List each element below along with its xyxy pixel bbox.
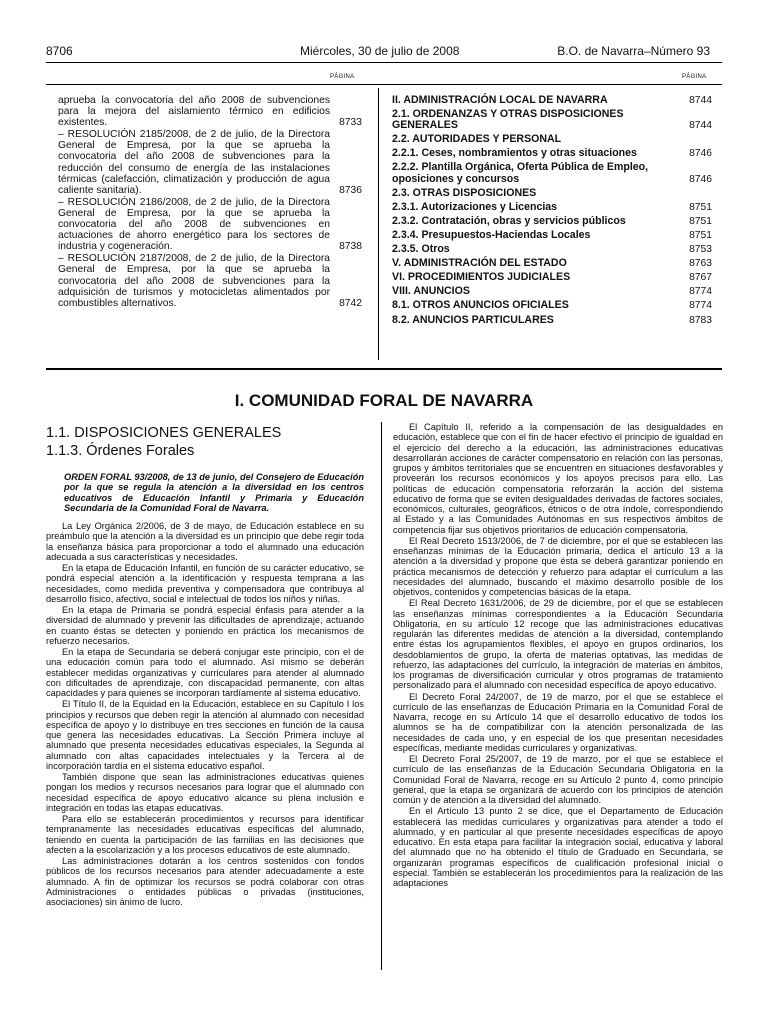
toc-entry[interactable]: VI. PROCEDIMIENTOS JUDICIALES 8767 [392,271,712,284]
paragraph: La Ley Orgánica 2/2006, de 3 de mayo, de Educación establece en su preámbulo que la atención a la diversidad es un principio que debe regir toda la enseñanza básica para proporcionar a todo el alumnado una educación adecuada a sus características y necesidades. [46,521,364,562]
paragraph: En la etapa de Secundaria se deberá conjugar este principio, con el de una educación común para todo el alumnado. Así mismo se deberán establecer medidas organizativas y curriculares para atender al alumnado con dificultades de aprendizaje, con discapacidad permanente, con altas capacidades y para quienes se incorporan tardíamente al sistema educativo. [46,647,364,698]
toc-entry[interactable]: 2.2.1. Ceses, nombramientos y otras situaciones 8746 [392,147,712,160]
article-right-column [393,422,723,889]
toc-entry[interactable]: VIII. ANUNCIOS 8774 [392,285,712,298]
article-title: ORDEN FORAL 93/2008, de 13 de junio, del Consejero de Educación por la que se regula la atención a la diversidad en los centros educativos de Educación Infantil y Primaria y Educación Secundaria de la Comunidad Foral de Navarra. [64,472,364,513]
paragraph: Las administraciones dotarán a los centros sostenidos con fondos públicos de los recursos necesarios para atender adecuadamente a este alumnado. A fin de optimizar los recursos se podrá colaborar con otras Administraciones o entidades públicas o privadas (instituciones, asociaciones) sin ánimo de lucro. [46,856,364,907]
paragraph: También dispone que sean las administraciones educativas quienes pongan los medios y recursos necesarios para lograr que el alumnado con necesidad específica de apoyo educativo alcance su plena inclusión e integración en todas las etapas educativas. [46,772,364,813]
toc-page-label-left: PÁGINA [330,74,355,80]
paragraph: En la etapa de Educación Infantil, en función de su carácter educativo, se pondrá especial atención a la identificación y respuesta temprana a las necesidades, como medida preventiva y compensadora que contribuya al desarrollo físico, afectivo, social e intelectual de todos los niños y niñas. [46,563,364,604]
toc-entry: 2.2. AUTORIDADES Y PERSONAL [392,133,562,146]
toc-entry[interactable]: 2.2.2. Plantilla Orgánica, Oferta Pública de Empleo, oposiciones y concursos 8746 [392,161,712,185]
toc-column-divider [378,88,379,360]
toc-page-label-right: PÁGINA [682,74,707,80]
publication-name: B.O. de Navarra–Número 93 [557,44,710,58]
paragraph: El Decreto Foral 24/2007, de 19 de marzo, por el que se establece el currículo de las enseñanzas de Educación Primaria en la Comunidad Foral de Navarra, recoge en su Artículo 14 que el desarrollo educativo de todos los alumnos se ha de compatibilizar con la atención personalizada de las necesidades de cada uno, y en especial de los que presentan necesidades específicas, mediante medidas curriculares y organizativas. [393,691,723,753]
toc-entry[interactable]: V. ADMINISTRACIÓN DEL ESTADO 8763 [392,257,712,270]
paragraph: En la etapa de Primaria se pondrá especial énfasis para atender a la diversidad de alumnado y prevenir las dificultades de aprendizaje, actuando en cuanto éstas se detecten y poniendo en práctica los mecanismos de refuerzo necesarios. [46,605,364,646]
toc-entry[interactable]: 2.3.2. Contratación, obras y servicios públicos 8751 [392,214,712,227]
toc-entry[interactable]: 8.1. OTROS ANUNCIOS OFICIALES 8774 [392,299,712,312]
toc-top-rule [46,84,722,85]
subsection-title: 1.1. DISPOSICIONES GENERALES [46,425,282,441]
paragraph: El Real Decreto 1513/2006, de 7 de diciembre, por el que se establecen las enseñanzas mínimas de la Educación primaria, dedica el artículo 13 a la atención a la diversidad y propone que ésta se deberá garantizar poniendo en práctica mecanismos de detección y refuerzo para adaptar el currículum a las necesidades del alumnado, buscando el máximo desarrollo posible de los objetivos, contenidos y competencias básicas de la etapa. [393,535,723,597]
paragraph: Para ello se establecerán procedimientos y recursos para identificar tempranamente las necesidades educativas específicas del alumnado, teniendo en cuenta la participación de las familias en las decisiones que afecten a la escolarización y a los procesos educativos de este alumnado. [46,814,364,855]
paragraph: En el Artículo 13 punto 2 se dice, que el Departamento de Educación establecerá las medidas curriculares y organizativas para atender a todo el alumnado, y en particular al que presente necesidades específicas de apoyo educativo. En esta etapa para facilitar la integración social, educativa y laboral del alumnado que no ha obtenido el título de Graduado en Secundaria, se organizarán programas específicos de cualificación profesional inicial o especial. También se establecerán los procedimientos para la realización de las adaptaciones [393,806,723,888]
paragraph: El Real Decreto 1631/2006, de 29 de diciembre, por el que se establecen las enseñanzas mínimas correspondientes a la Educación Secundaria Obligatoria, en su artículo 12 recoge que las administraciones educativas regularán las diferentes medidas de atención a la diversidad, contemplando entre éstas los agrupamientos flexibles, el apoyo en grupos ordinarios, los desdoblamientos de grupo, la oferta de materias optativas, las medidas de refuerzo, las adaptaciones del currículo, la integración de materias en ámbitos, los programas de diversificación curricular y otros programas de tratamiento personalizado para el alumnado con necesidad específica de apoyo educativo. [393,598,723,691]
toc-entry[interactable]: – RESOLUCIÓN 2186/2008, de 2 de julio, de la Directora General de Empresa, por la que se aprueba la convocatoria del año 2008 de subvenciones en actuaciones de ahorro energético para los sectores de industria y cogeneración. 8738 [58,196,362,253]
toc-right-column [392,95,712,329]
toc-entry[interactable]: aprueba la convocatoria del año 2008 de subvenciones para la mejora del aislamiento térmico en edificios existentes. 8733 [58,95,362,129]
subsubsection-title: 1.1.3. Órdenes Forales [46,443,195,459]
page-number: 8706 [46,44,73,58]
toc-entry[interactable]: 2.3.4. Presupuestos-Haciendas Locales 8751 [392,228,712,241]
toc-entry[interactable]: 8.2. ANUNCIOS PARTICULARES 8783 [392,313,712,326]
article-left-column [46,472,364,908]
toc-entry[interactable]: – RESOLUCIÓN 2185/2008, de 2 de julio, de la Directora General de Empresa, por la que se aprueba la convocatoria del año 2008 de subvenciones para la reducción del consumo de energía de las instalaciones térmicas (calefacción, climatización y producción de agua caliente sanitaria). 8736 [58,129,362,196]
toc-entry[interactable]: II. ADMINISTRACIÓN LOCAL DE NAVARRA 8744 [392,94,712,106]
toc-entry[interactable]: – RESOLUCIÓN 2187/2008, de 2 de julio, de la Directora General de Empresa, por la que se aprueba la convocatoria del año 2008 de subvenciones para la adquisición de turismos y motocicletas alimentados por combustibles alternativos. 8742 [58,253,362,309]
toc-left-column [58,95,362,310]
toc-entry[interactable]: 2.1. ORDENANZAS Y OTRAS DISPOSICIONES GENERALES 8744 [392,108,712,132]
header-rule [46,62,722,63]
article-column-divider [381,422,382,970]
paragraph: El Título II, de la Equidad en la Educación, establece en su Capítulo I los principios y recursos que deben regir la atención al alumnado con necesidad específica de apoyo y lo distribuye en tres secciones en función de la causa que genera las necesidades educativas. La Sección Primera incluye al alumnado que presenta necesidades educativas especiales, la Segunda al alumnado con altas capacidades intelectuales y la Tercera al de incorporación tardía en el sistema educativo español. [46,699,364,771]
section-title: I. COMUNIDAD FORAL DE NAVARRA [234,391,534,410]
toc-entry: 2.3. OTRAS DISPOSICIONES [392,186,537,199]
paragraph: El Decreto Foral 25/2007, de 19 de marzo, por el que se establece el currículo de las enseñanzas de la Educación Secundaria Obligatoria en la Comunidad Foral de Navarra, recoge en su Artículo 2 punto 4, como principio general, que la etapa se organizará de acuerdo con los principios de atención común y de atención a la diversidad del alumnado. [393,754,723,805]
toc-entry[interactable]: 2.3.1. Autorizaciones y Licencias 8751 [392,200,712,213]
toc-entry[interactable]: 2.3.5. Otros 8753 [392,243,712,256]
section-rule [46,368,722,370]
paragraph: El Capítulo II, referido a la compensación de las desigualdades en educación, establece que con el fin de hacer efectivo el principio de igualdad en el ejercicio del derecho a la educación, las administraciones educativas desarrollarán acciones de carácter compensatorio en relación con las personas, grupos y ámbitos territoriales que se encuentren en situaciones desfavorables y proveerán los recursos económicos y los apoyos precisos para ello. Las políticas de educación compensatoria reforzarán la acción del sistema educativo de forma que se eviten desigualdades derivadas de factores sociales, económicos, culturales, geográficos, étnicos o de otra índole, correspondiendo al Estado y a las Comunidades Autónomas en sus respectivos ámbitos de competencia fijar sus objetivos prioritarios de educación compensatoria. [393,422,723,535]
issue-date: Miércoles, 30 de julio de 2008 [300,44,460,58]
